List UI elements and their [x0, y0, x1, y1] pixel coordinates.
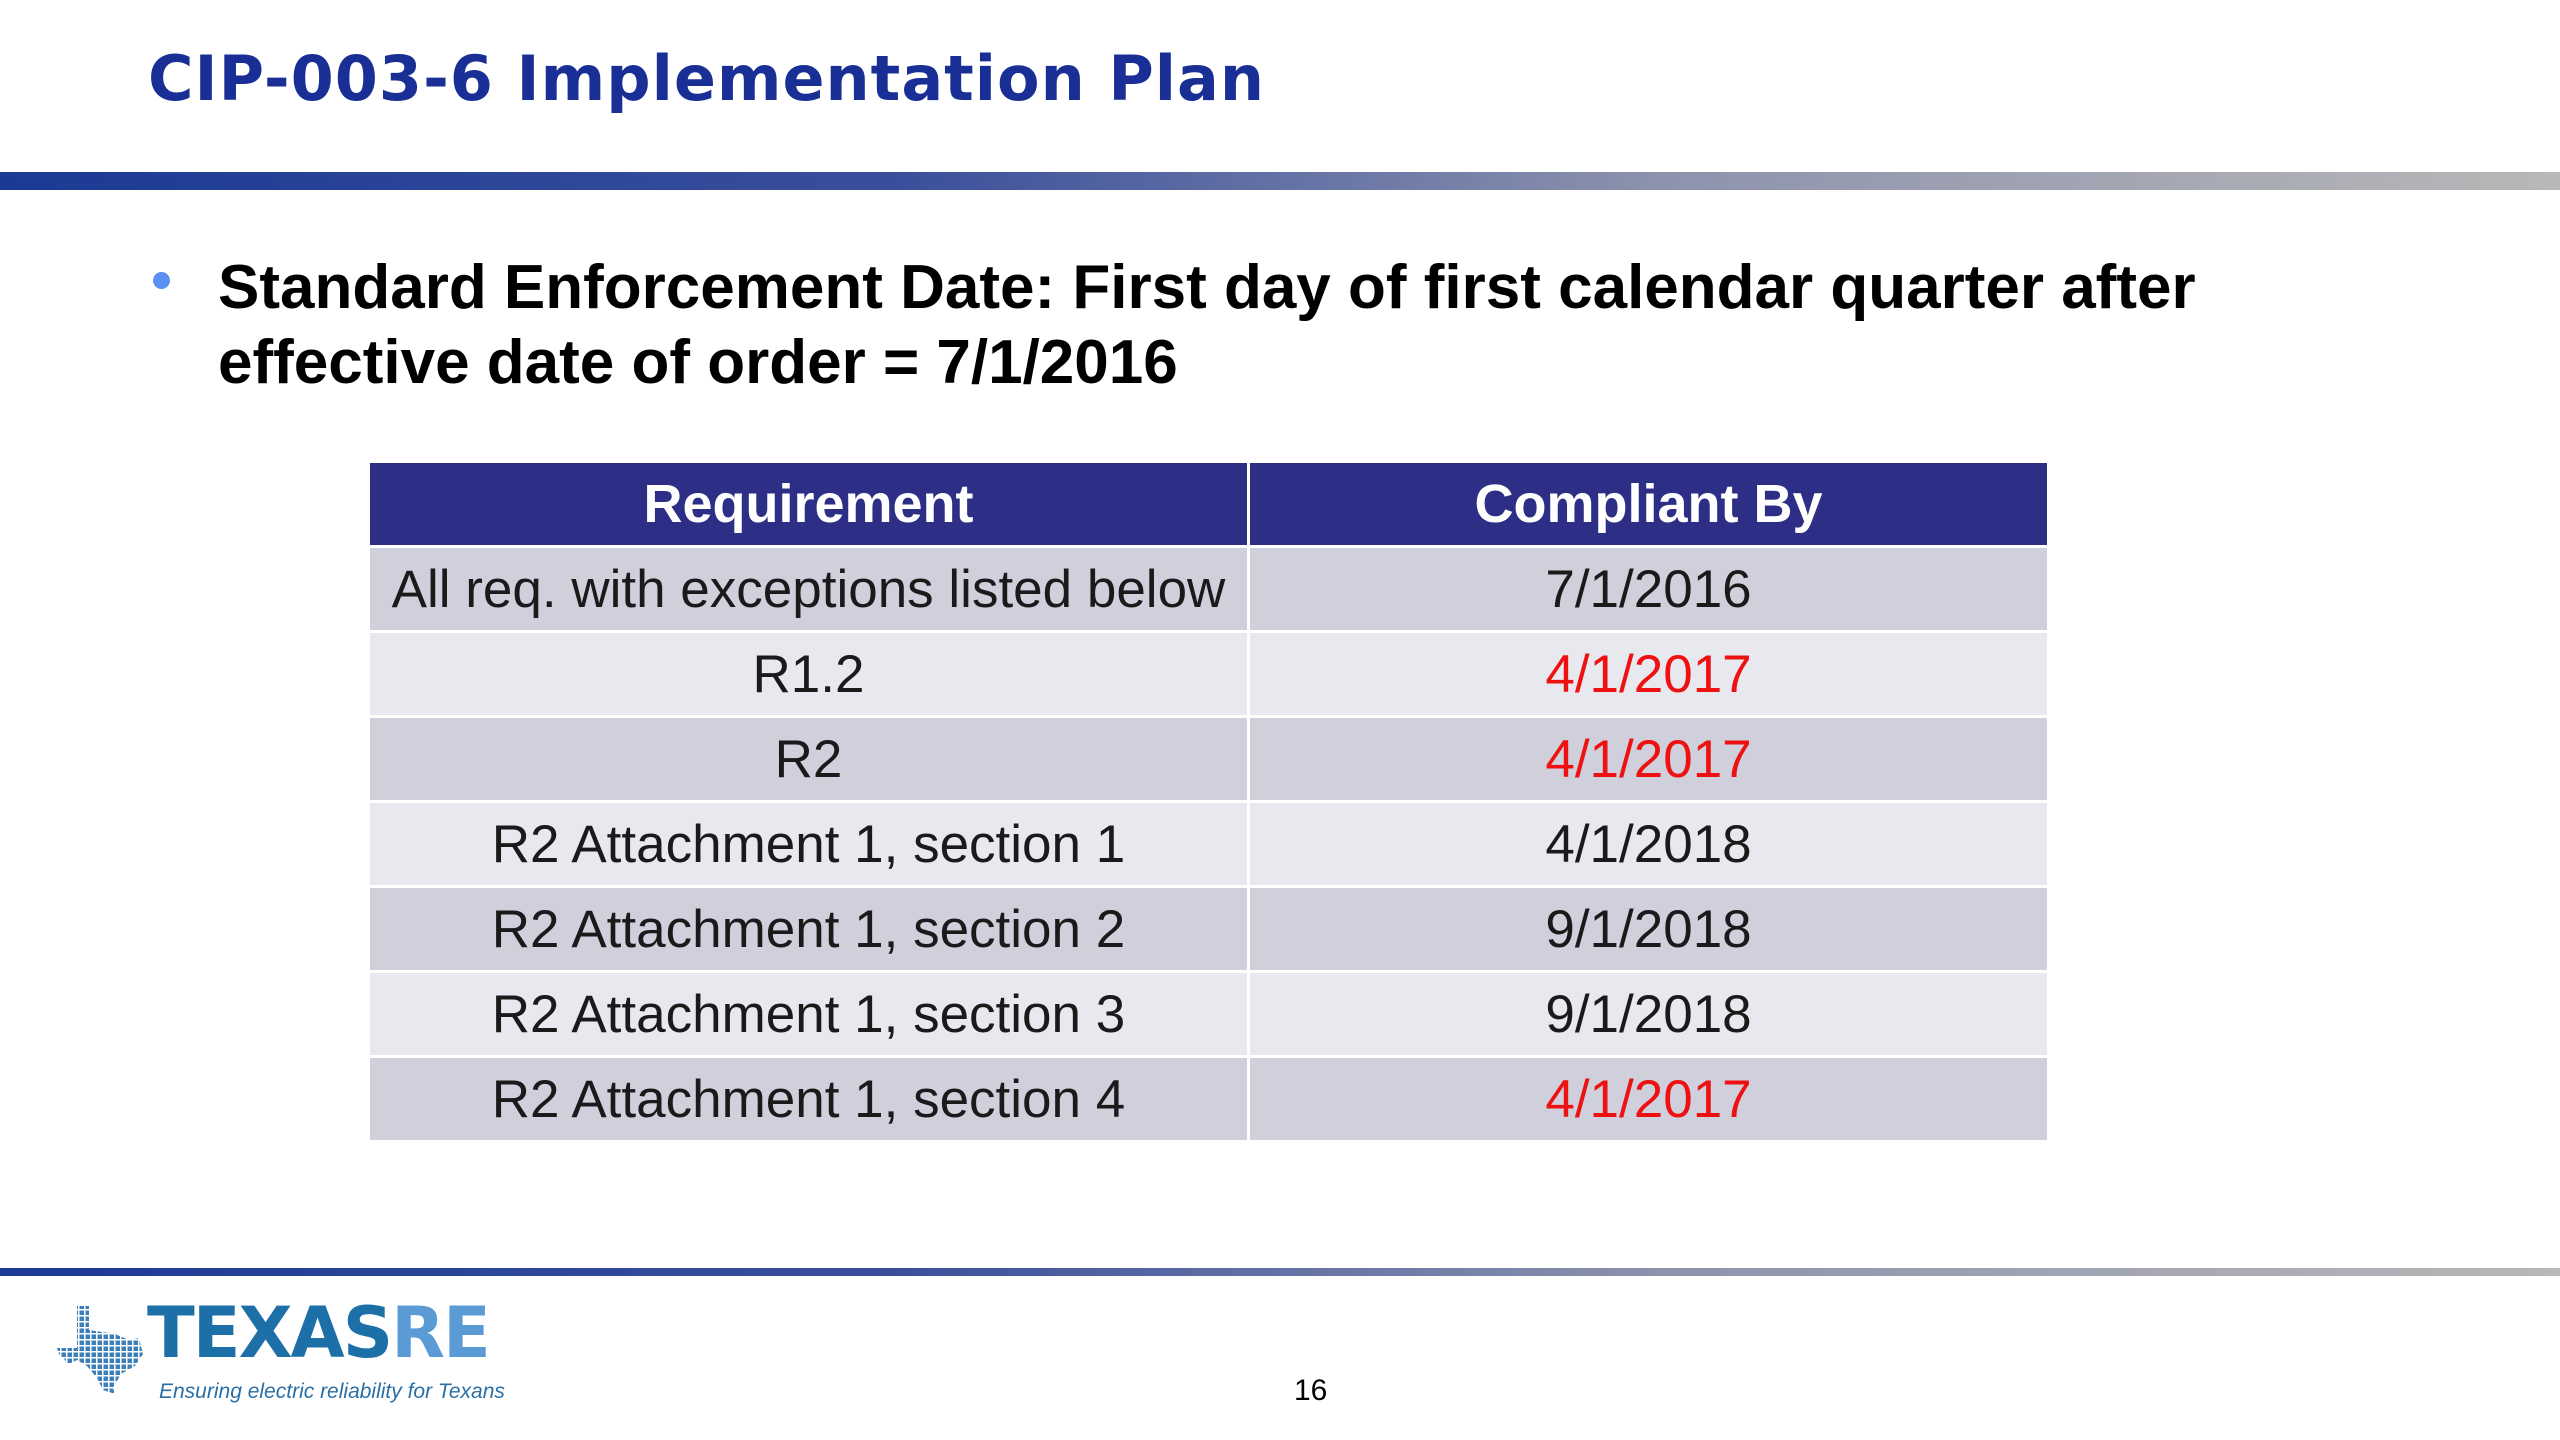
table-row	[369, 887, 2049, 972]
requirement-cell: R1.2	[369, 632, 1249, 717]
table-row	[369, 802, 2049, 887]
logo-re: RE	[391, 1292, 489, 1374]
compliant-by-cell: 4/1/2018	[1249, 802, 2049, 887]
footer-divider	[0, 1268, 2560, 1276]
compliant-by-cell: 4/1/2017	[1249, 717, 2049, 802]
table-row	[369, 632, 2049, 717]
texas-map-icon	[55, 1304, 147, 1396]
title-divider	[0, 172, 2560, 190]
header-compliant-by: Compliant By	[1249, 463, 2049, 547]
slide-title: CIP-003-6 Implementation Plan	[148, 42, 1266, 115]
requirement-cell: R2 Attachment 1, section 4	[369, 1057, 1249, 1141]
page-number: 16	[1294, 1374, 1328, 1407]
table-row	[369, 1057, 2049, 1141]
texas-re-logo	[55, 1292, 515, 1410]
implementation-table	[367, 463, 2050, 1140]
compliant-by-cell: 4/1/2017	[1249, 632, 2049, 717]
requirement-cell: R2 Attachment 1, section 1	[369, 802, 1249, 887]
header-requirement: Requirement	[369, 463, 1249, 547]
logo-texas: TEXAS	[147, 1292, 392, 1374]
compliant-by-cell: 7/1/2016	[1249, 547, 2049, 632]
table-row	[369, 972, 2049, 1057]
requirement-cell: R2 Attachment 1, section 2	[369, 887, 1249, 972]
requirement-cell: R2 Attachment 1, section 3	[369, 972, 1249, 1057]
compliant-by-cell: 4/1/2017	[1249, 1057, 2049, 1141]
compliant-by-cell: 9/1/2018	[1249, 972, 2049, 1057]
compliant-by-cell: 9/1/2018	[1249, 887, 2049, 972]
table-row	[369, 717, 2049, 802]
bullet-dot-icon	[153, 272, 170, 289]
requirement-cell: All req. with exceptions listed below	[369, 547, 1249, 632]
logo-wordmark	[147, 1292, 489, 1374]
bullet-text: Standard Enforcement Date: First day of first calendar quarter after effective date of order = 7/1/2016	[218, 253, 2196, 397]
bullet-item	[145, 250, 2445, 400]
logo-tagline: Ensuring electric reliability for Texans	[159, 1380, 505, 1403]
requirement-cell: R2	[369, 717, 1249, 802]
table-row	[369, 547, 2049, 632]
table-header-row	[369, 463, 2049, 547]
